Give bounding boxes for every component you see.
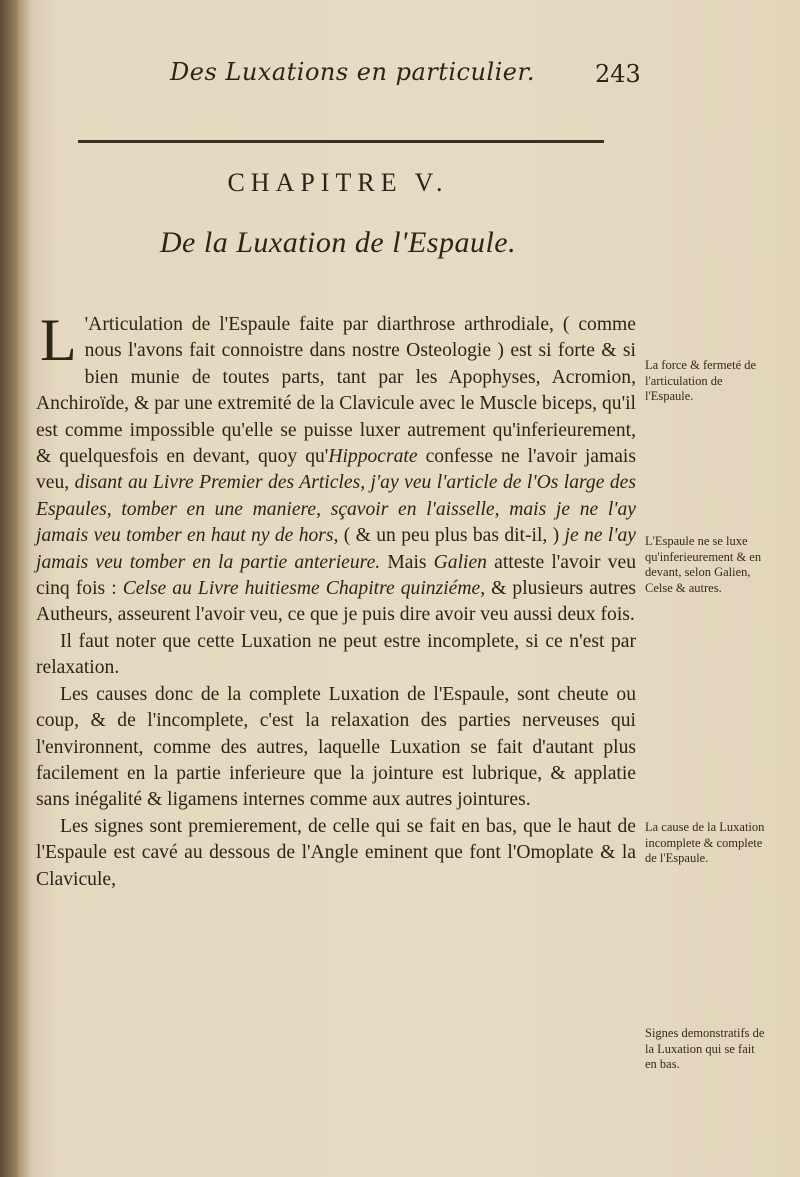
p1-text-a: 'Articulation de l'Espaule faite par diarthrose arthrodiale, ( comme nous l'avons fait connoistre dans nostre Osteologie ) est si forte & si bien munie de toutes parts, tant par les Apophyses, Acromion, Anchiroïde, & par une extremité de la Clavicule avec le Muscle biceps, qu'il est comme impossible qu'elle se puisse luxer autrement qu'inferieurement, & quelquesfois en devant, quoy qu' xyxy=(36,314,636,468)
margin-note-2: L'Espaule ne se luxe qu'inferieurement & en devant, selon Galien, Celse & autres. xyxy=(645,534,762,595)
drop-cap: L xyxy=(40,307,77,373)
p1-text-d: Mais xyxy=(380,551,434,573)
p1-text-b: confesse ne l'avoir jamais veu, xyxy=(36,446,636,494)
chapter-title: De la Luxation de l'Espaule. xyxy=(159,226,517,259)
paragraph-3: Les causes donc de la complete Luxation de l'Espaule, sont cheute ou coup, & de l'incomplete, c'est la relaxation des parties nerveuses qui l'environnent, comme des autres, laquelle Luxation se fait d'autant plus facilement en la partie inferieure que la jointure est lubrique, & applatie sans inégalité & ligamens internes comme aux autres jointures. xyxy=(36,683,636,811)
margin-note-3: La cause de la Luxation incomplete & complete de l'Espaule. xyxy=(645,820,765,865)
chapter-heading: CHAPITRE V. xyxy=(227,168,449,197)
paragraph-2: Il faut noter que cette Luxation ne peut estre incomplete, si ce n'est par relaxation. xyxy=(36,630,636,679)
running-title: Des Luxations en particulier. xyxy=(170,58,535,86)
paragraph-1 xyxy=(36,307,637,629)
book-gutter xyxy=(0,0,18,1177)
header-rule xyxy=(78,140,604,143)
margin-note-1: La force & fermeté de l'articulation de l'Espaule. xyxy=(645,358,757,403)
body-text xyxy=(36,307,637,893)
p1-quote-1: disant au Livre Premier des Articles, j'ay veu l'article de l'Os large des Espaules, tomber en une maniere, sçavoir en l'aisselle, mais je ne l'ay jamais veu tomber en haut ny de hors, xyxy=(36,472,636,547)
p1-quote-2: je ne l'ay jamais veu tomber en la partie anterieure. xyxy=(36,525,636,573)
page-number: 243 xyxy=(595,60,641,88)
margin-note-4: Signes demonstratifs de la Luxation qui se fait en bas. xyxy=(645,1026,765,1071)
paragraph-4: Les signes sont premierement, de celle qui se fait en bas, que le haut de l'Espaule est cavé au dessous de l'Angle eminent que font l'Omoplate & la Clavicule, xyxy=(36,815,636,890)
p1-text-e: atteste l'avoir veu cinq fois : xyxy=(36,551,636,600)
p1-hippocrate: Hippocrate xyxy=(328,446,418,468)
p1-text-c: ( & un peu plus bas dit-il, ) xyxy=(338,525,565,547)
running-header xyxy=(170,58,690,98)
p1-text-f: , & plusieurs autres Autheurs, asseurent l'avoir veu, ce que je puis dire avoir veu aussi deux fois. xyxy=(36,578,637,626)
p1-celse: Celse au Livre huitiesme Chapitre quinziéme xyxy=(122,578,481,600)
p1-galien: Galien xyxy=(433,551,487,573)
